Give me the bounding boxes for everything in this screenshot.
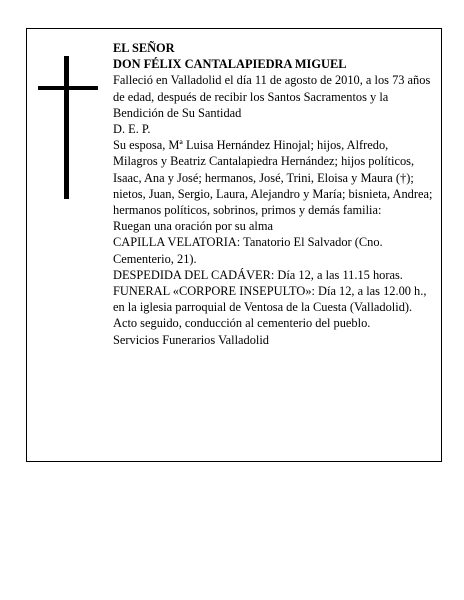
dep-line: D. E. P. <box>113 122 151 137</box>
chapel-info: CAPILLA VELATORIA: Tanatorio El Salvador (Cno. Cementerio, 21). <box>113 235 383 266</box>
funeral-info: FUNERAL «CORPORE INSEPULTO»: Día 12, a las 12.00 h., en la iglesia parroquial de Ventosa de la Cuesta (Valladolid). Acto seguido, conducción al cementerio del pueblo. <box>113 284 427 331</box>
prayer-request: Ruegan una oración por su alma <box>113 219 273 234</box>
cross-vertical-bar <box>64 56 69 199</box>
family-paragraph: Su esposa, Mª Luisa Hernández Hinojal; hijos, Alfredo, Milagros y Beatriz Cantalapiedra Hernández; hijos políticos, Isaac, Ana y José; hermanos, José, Trini, Eloisa y Maura (†); nietos, Juan, Sergio, Laura, Alejandro y María; bisnieta, Andrea; hermanos políticos, sobrinos, primos y demás familia: <box>113 138 433 218</box>
deceased-name: DON FÉLIX CANTALAPIEDRA MIGUEL <box>113 57 347 72</box>
funeral-services: Servicios Funerarios Valladolid <box>113 332 270 347</box>
cross-horizontal-bar <box>38 86 98 90</box>
notice-text <box>113 40 433 348</box>
obituary-notice <box>26 28 442 462</box>
cross-icon <box>38 56 98 199</box>
death-statement: Falleció en Valladolid el día 11 de agosto de 2010, a los 73 años de edad, después de recibir los Santos Sacramentos y la Bendición de Su Santidad <box>113 73 431 120</box>
notice-title: EL SEÑOR <box>113 41 175 55</box>
farewell-info: DESPEDIDA DEL CADÁVER: Día 12, a las 11.15 horas. <box>113 267 403 282</box>
